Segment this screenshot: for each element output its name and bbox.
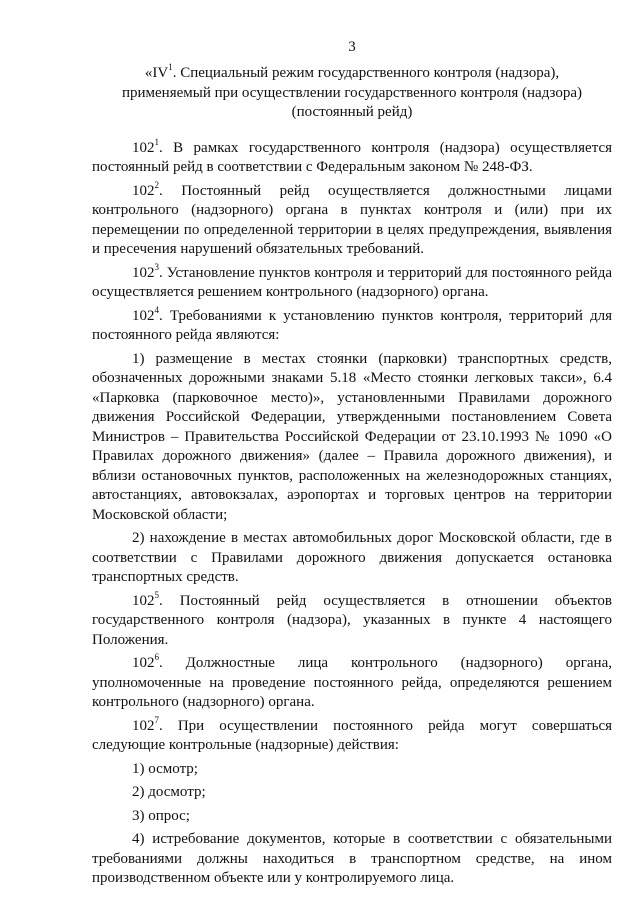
paragraph-102-3 — [92, 261, 612, 303]
clause-number: 102 — [132, 592, 155, 609]
title-open: «IV — [144, 65, 169, 81]
action-item: 3) опрос; — [132, 807, 190, 824]
clause-number: 102 — [132, 717, 155, 734]
paragraph-102-2 — [92, 179, 612, 260]
page-number: 3 — [348, 39, 356, 55]
clause-number: 102 — [132, 655, 155, 671]
clause-sup: 7 — [154, 714, 159, 725]
requirement-item: 2) нахождение в местах автомобильных дорог Московской области, где в соответствии с Правилами дорожного движения допускается остановка транспортных средств. — [92, 530, 612, 585]
action-item: 4) истребование документов, которые в соответствии с обязательными требованиями должны находиться в транспортном средстве, на ином производственном объекте или у контролируемого лица. — [92, 831, 612, 886]
clause-number: 102 — [132, 264, 155, 281]
document-page — [92, 38, 612, 893]
clause-sup: 2 — [154, 179, 159, 190]
clause-sup: 1 — [154, 136, 159, 147]
clause-text: . В рамках государственного контроля (надзора) осуществляется постоянный рейд в соответствии с Федеральным законом № 248-ФЗ. — [92, 139, 612, 175]
requirement-item: 1) размещение в местах стоянки (парковки) транспортных средств, обозначенных дорожными знаками 5.18 «Место стоянки легковых такси», 6.4 «Парковка (парковочное место)», установленными Правилами дорожного движения Российской Федерации, утвержденными постановлением Совета Министров – Правительства Российской Федерации от 23.10.1993 № 1090 «О Правилах дорожного движения» (далее – Правила дорожного движения), и вблизи остановочных пунктов, расположенных на железнодорожных станциях, автостанциях, автовокзалах, аэропортах и торговых центров на территории Московской области; — [92, 350, 612, 523]
clause-sup: 4 — [154, 304, 159, 315]
title-line1-rest: . Специальный режим государственного контроля (надзора), — [172, 65, 560, 81]
action-item: 1) осмотр; — [132, 760, 198, 777]
title-line2: применяемый при осуществлении государственного контроля (надзора) — [121, 84, 583, 101]
clause-text: . Установление пунктов контроля и территорий для постоянного рейда осуществляется решением контрольного (надзорного) органа. — [92, 264, 612, 300]
clause-text: . Требованиями к установлению пунктов контроля, территорий для постоянного рейда являются: — [92, 307, 612, 343]
clause-sup: 6 — [154, 652, 159, 662]
paragraph-102-7 — [92, 714, 612, 756]
paragraph-102-5 — [92, 589, 612, 651]
clause-number: 102 — [132, 182, 155, 199]
title-sup: 1 — [168, 62, 173, 72]
clause-text: . Должностные лица контрольного (надзорного) органа, уполномоченные на проведение постоянного рейда, определяются решением контрольного (надзорного) органа. — [92, 655, 612, 710]
paragraph-102-6 — [92, 654, 612, 713]
clause-sup: 3 — [154, 261, 159, 272]
clause-text: . При осуществлении постоянного рейда могут совершаться следующие контрольные (надзорные) действия: — [92, 717, 612, 753]
clause-sup: 5 — [154, 589, 159, 600]
clause-number: 102 — [132, 307, 155, 324]
action-item: 2) досмотр; — [132, 784, 206, 800]
title-line3: (постоянный рейд) — [291, 104, 413, 120]
paragraph-102-4 — [92, 304, 612, 346]
clause-text: . Постоянный рейд осуществляется должностными лицами контрольного (надзорного) органа в пунктах контроля и (или) при их перемещении по определенной территории в целях предупреждения, выявления и пресечения нарушений обязательных требований. — [92, 182, 612, 257]
clause-number: 102 — [132, 139, 155, 156]
clause-text: . Постоянный рейд осуществляется в отношении объектов государственного контроля (надзора), указанных в пункте 4 настоящего Положения. — [92, 592, 612, 648]
section-title — [92, 64, 612, 123]
paragraph-102-1 — [92, 136, 612, 178]
